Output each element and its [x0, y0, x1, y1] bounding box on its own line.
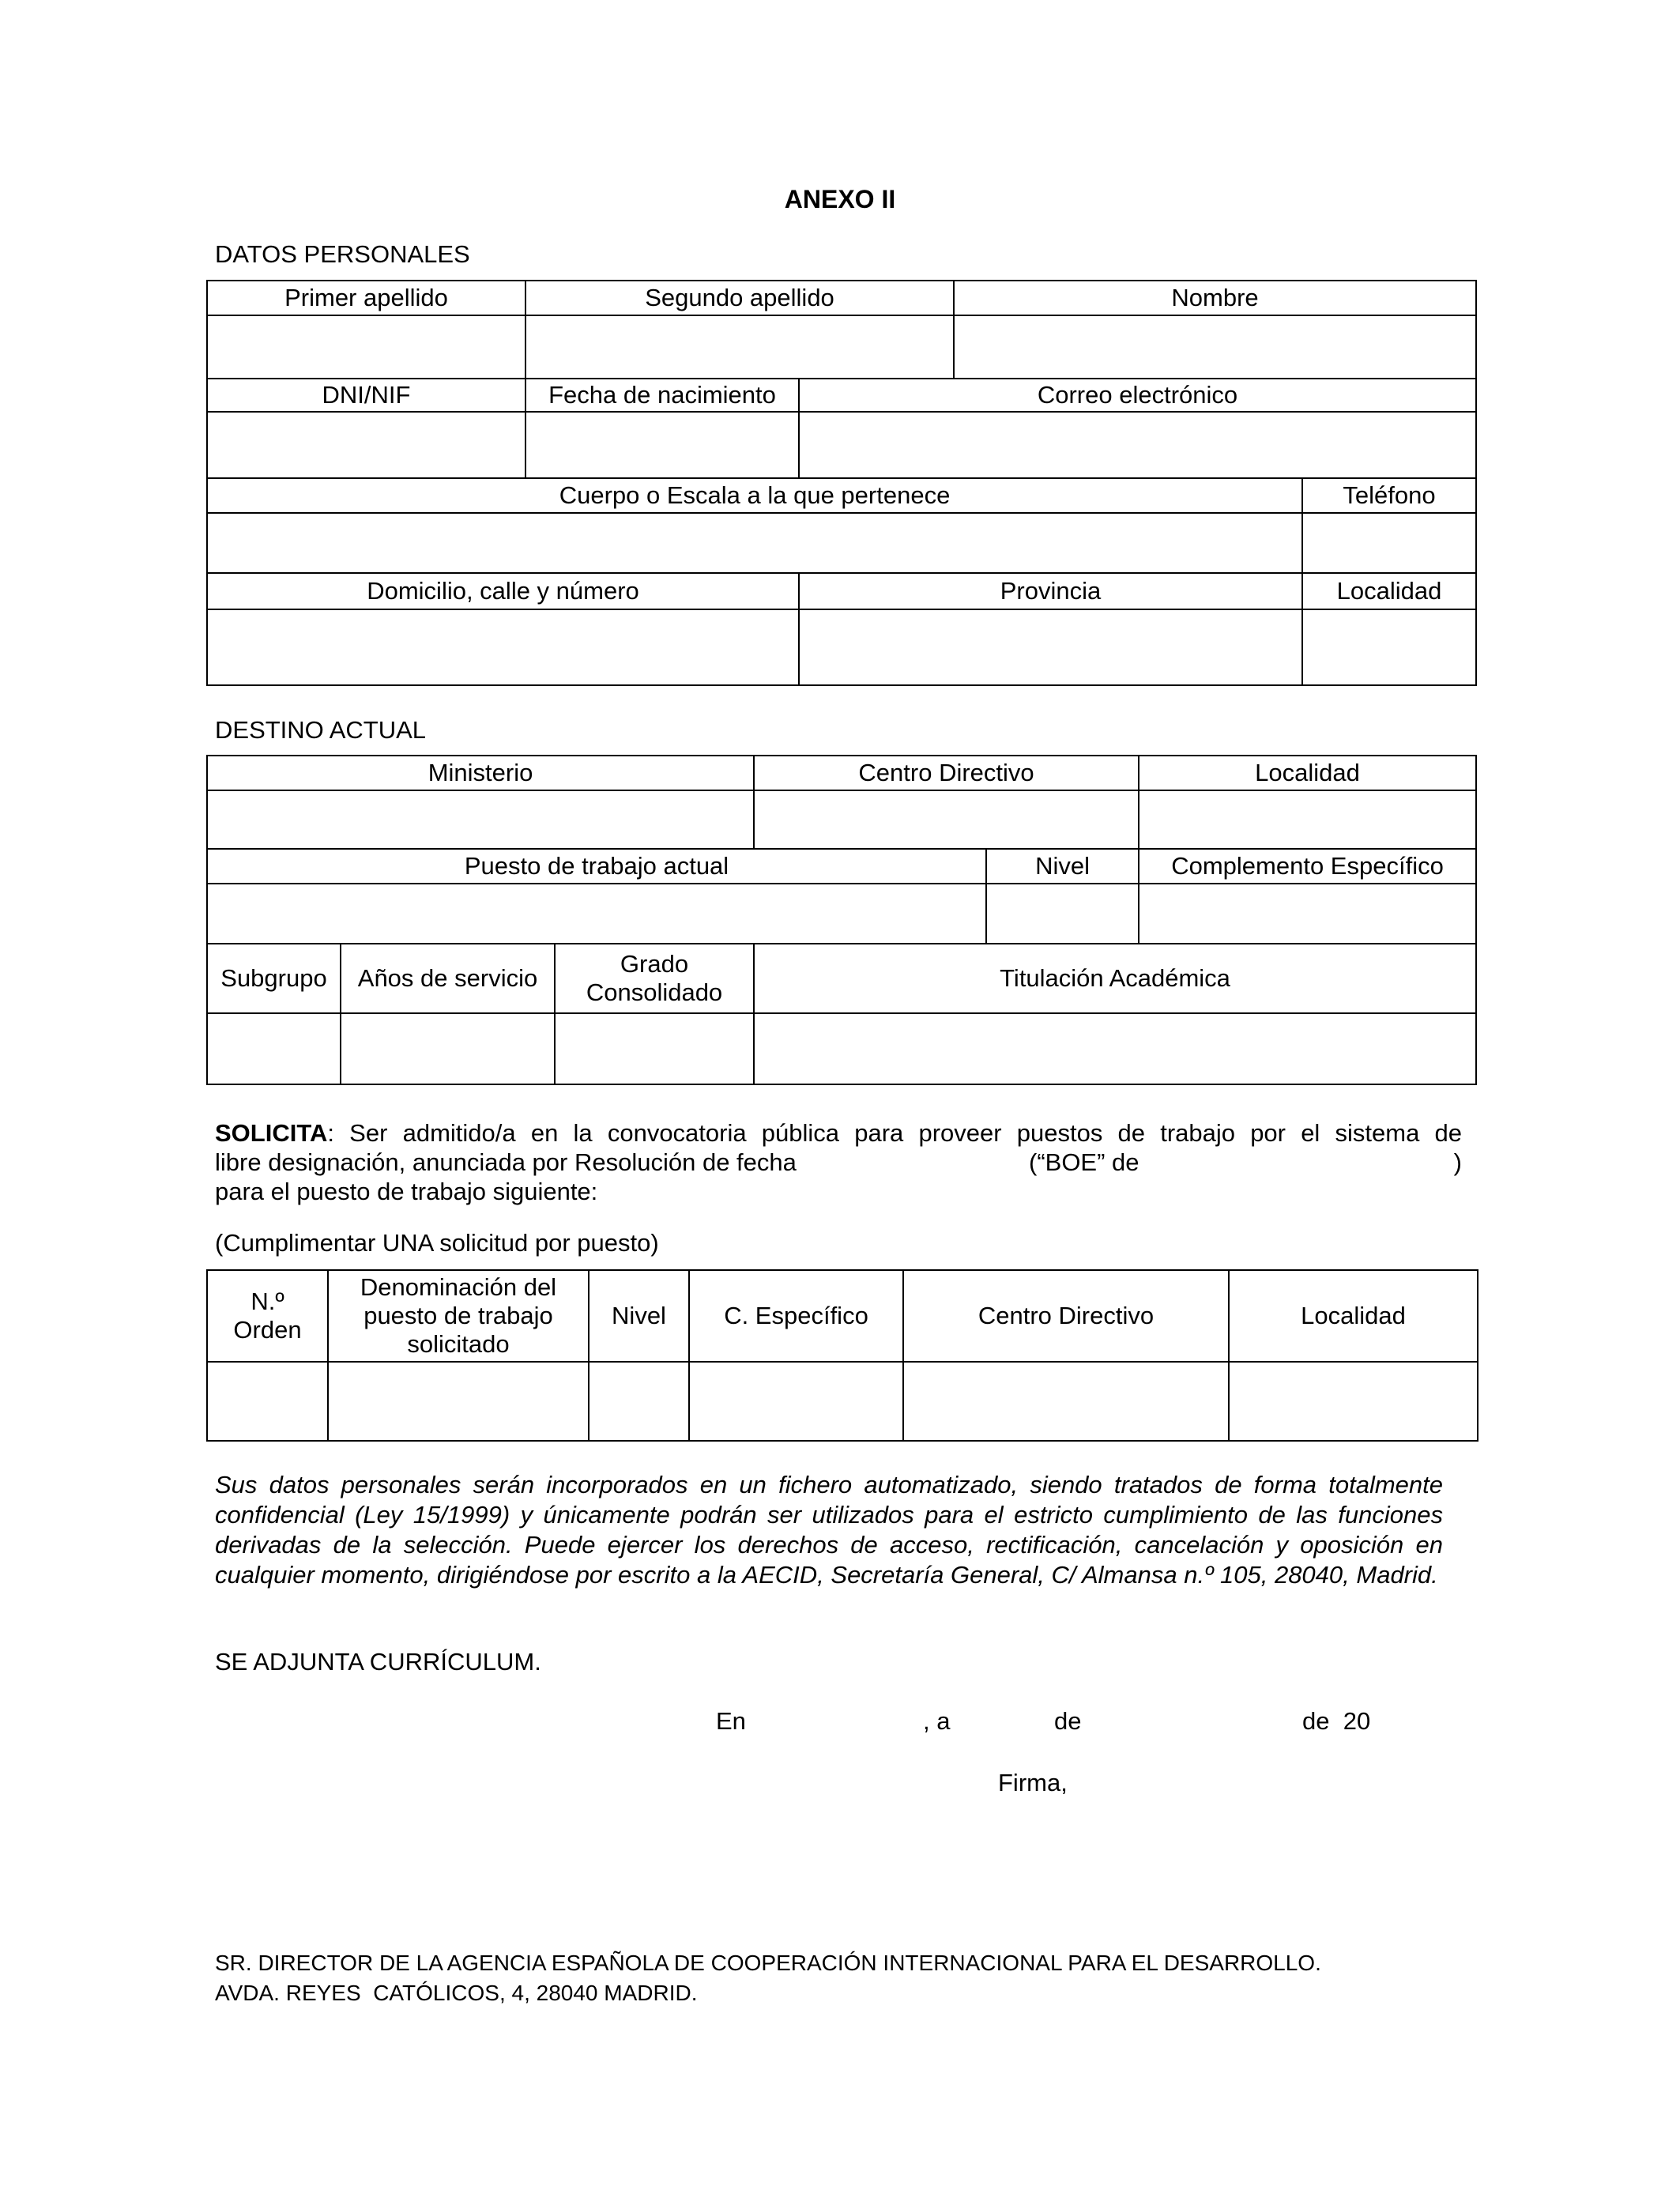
label-complemento-especifico: Complemento Específico [1139, 849, 1476, 884]
signature-de: de [1054, 1707, 1082, 1735]
field-fecha-nacimiento[interactable] [525, 412, 799, 478]
footer-line1: SR. DIRECTOR DE LA AGENCIA ESPAÑOLA DE COOPERACIÓN INTERNACIONAL PARA EL DESARROLLO. [215, 1951, 1321, 1975]
solicita-line2-b: (“BOE” de [1029, 1148, 1139, 1176]
label-correo-electronico: Correo electrónico [799, 379, 1476, 412]
header-denominacion: Denominación del puesto de trabajo solicitado [328, 1270, 589, 1362]
solicita-line3: para el puesto de trabajo siguiente: [215, 1178, 598, 1205]
signature-de-year: de 20 [1302, 1707, 1371, 1735]
field-grado-consolidado[interactable] [555, 1013, 754, 1084]
field-segundo-apellido[interactable] [525, 315, 954, 379]
field-localidad-destino[interactable] [1139, 790, 1476, 849]
label-fecha-nacimiento: Fecha de nacimiento [525, 379, 799, 412]
label-centro-directivo: Centro Directivo [754, 756, 1139, 790]
header-localidad: Localidad [1229, 1270, 1478, 1362]
label-subgrupo: Subgrupo [207, 944, 341, 1013]
header-c-especifico: C. Específico [689, 1270, 903, 1362]
solicita-line2-c: ) [1453, 1148, 1462, 1176]
label-nivel: Nivel [986, 849, 1139, 884]
field-correo-electronico[interactable] [799, 412, 1476, 478]
header-nivel: Nivel [589, 1270, 689, 1362]
label-nombre: Nombre [954, 281, 1476, 315]
label-localidad-destino: Localidad [1139, 756, 1476, 790]
label-domicilio: Domicilio, calle y número [207, 573, 799, 609]
field-nombre[interactable] [954, 315, 1476, 379]
label-segundo-apellido: Segundo apellido [525, 281, 954, 315]
label-grado-consolidado: Grado Consolidado [555, 944, 754, 1013]
field-subgrupo[interactable] [207, 1013, 341, 1084]
label-anos-servicio: Años de servicio [341, 944, 555, 1013]
label-provincia: Provincia [799, 573, 1302, 609]
destino-actual-heading: DESTINO ACTUAL [215, 716, 426, 744]
puesto-solicitado-table [206, 1269, 1478, 1442]
label-titulacion-academica: Titulación Académica [754, 944, 1476, 1013]
label-ministerio: Ministerio [207, 756, 754, 790]
label-dni-nif: DNI/NIF [207, 379, 525, 412]
solicita-label: SOLICITA [215, 1119, 328, 1147]
field-cuerpo-escala[interactable] [207, 513, 1302, 573]
privacy-notice: Sus datos personales serán incorporados en un fichero automatizado, siendo tratados de forma totalmente confidencial (Ley 15/1999) y únicamente podrán ser utilizados para el estricto cumplimiento de las funciones derivadas de la selección. Puede ejercer los derechos de acceso, rectificación, cancelación y oposición en cualquier momento, dirigiéndose por escrito a la AECID, Secretaría General, C/ Almansa n.º 105, 28040, Madrid. [215, 1471, 1443, 1589]
destino-actual-table [206, 755, 1477, 1085]
solicita-paragraph [215, 1118, 1462, 1206]
field-dni-nif[interactable] [207, 412, 525, 478]
label-cuerpo-escala: Cuerpo o Escala a la que pertenece [207, 478, 1302, 513]
field-anos-servicio[interactable] [341, 1013, 555, 1084]
header-centro-directivo: Centro Directivo [903, 1270, 1229, 1362]
label-primer-apellido: Primer apellido [207, 281, 525, 315]
page-title: ANEXO II [784, 185, 896, 213]
field-centro-directivo-solicitado[interactable] [903, 1362, 1229, 1441]
solicita-line2-a: libre designación, anunciada por Resolución de fecha [215, 1148, 797, 1176]
datos-personales-heading: DATOS PERSONALES [215, 240, 470, 268]
solicita-line1: : Ser admitido/a en la convocatoria pública para proveer puestos de trabajo por el sistema de [327, 1119, 1462, 1147]
signature-en: En [716, 1707, 746, 1735]
field-localidad-solicitada[interactable] [1229, 1362, 1478, 1441]
field-ministerio[interactable] [207, 790, 754, 849]
label-localidad: Localidad [1302, 573, 1476, 609]
field-provincia[interactable] [799, 609, 1302, 685]
field-domicilio[interactable] [207, 609, 799, 685]
field-nivel[interactable] [986, 884, 1139, 944]
addressee-footer [215, 1948, 1321, 2008]
field-centro-directivo[interactable] [754, 790, 1139, 849]
field-puesto-actual[interactable] [207, 884, 986, 944]
field-complemento-especifico[interactable] [1139, 884, 1476, 944]
label-telefono: Teléfono [1302, 478, 1476, 513]
field-denominacion[interactable] [328, 1362, 589, 1441]
signature-a: , a [923, 1707, 951, 1735]
datos-personales-table [206, 280, 1477, 686]
field-titulacion-academica[interactable] [754, 1013, 1476, 1084]
header-orden: N.º Orden [207, 1270, 328, 1362]
firma-label: Firma, [998, 1769, 1068, 1796]
field-primer-apellido[interactable] [207, 315, 525, 379]
field-c-especifico[interactable] [689, 1362, 903, 1441]
solicita-note: (Cumplimentar UNA solicitud por puesto) [215, 1229, 659, 1257]
adjunta-curriculum: SE ADJUNTA CURRÍCULUM. [215, 1648, 541, 1676]
field-orden[interactable] [207, 1362, 328, 1441]
field-nivel-solicitado[interactable] [589, 1362, 689, 1441]
field-telefono[interactable] [1302, 513, 1476, 573]
footer-line2: AVDA. REYES CATÓLICOS, 4, 28040 MADRID. [215, 1981, 698, 2005]
field-localidad[interactable] [1302, 609, 1476, 685]
label-puesto-actual: Puesto de trabajo actual [207, 849, 986, 884]
